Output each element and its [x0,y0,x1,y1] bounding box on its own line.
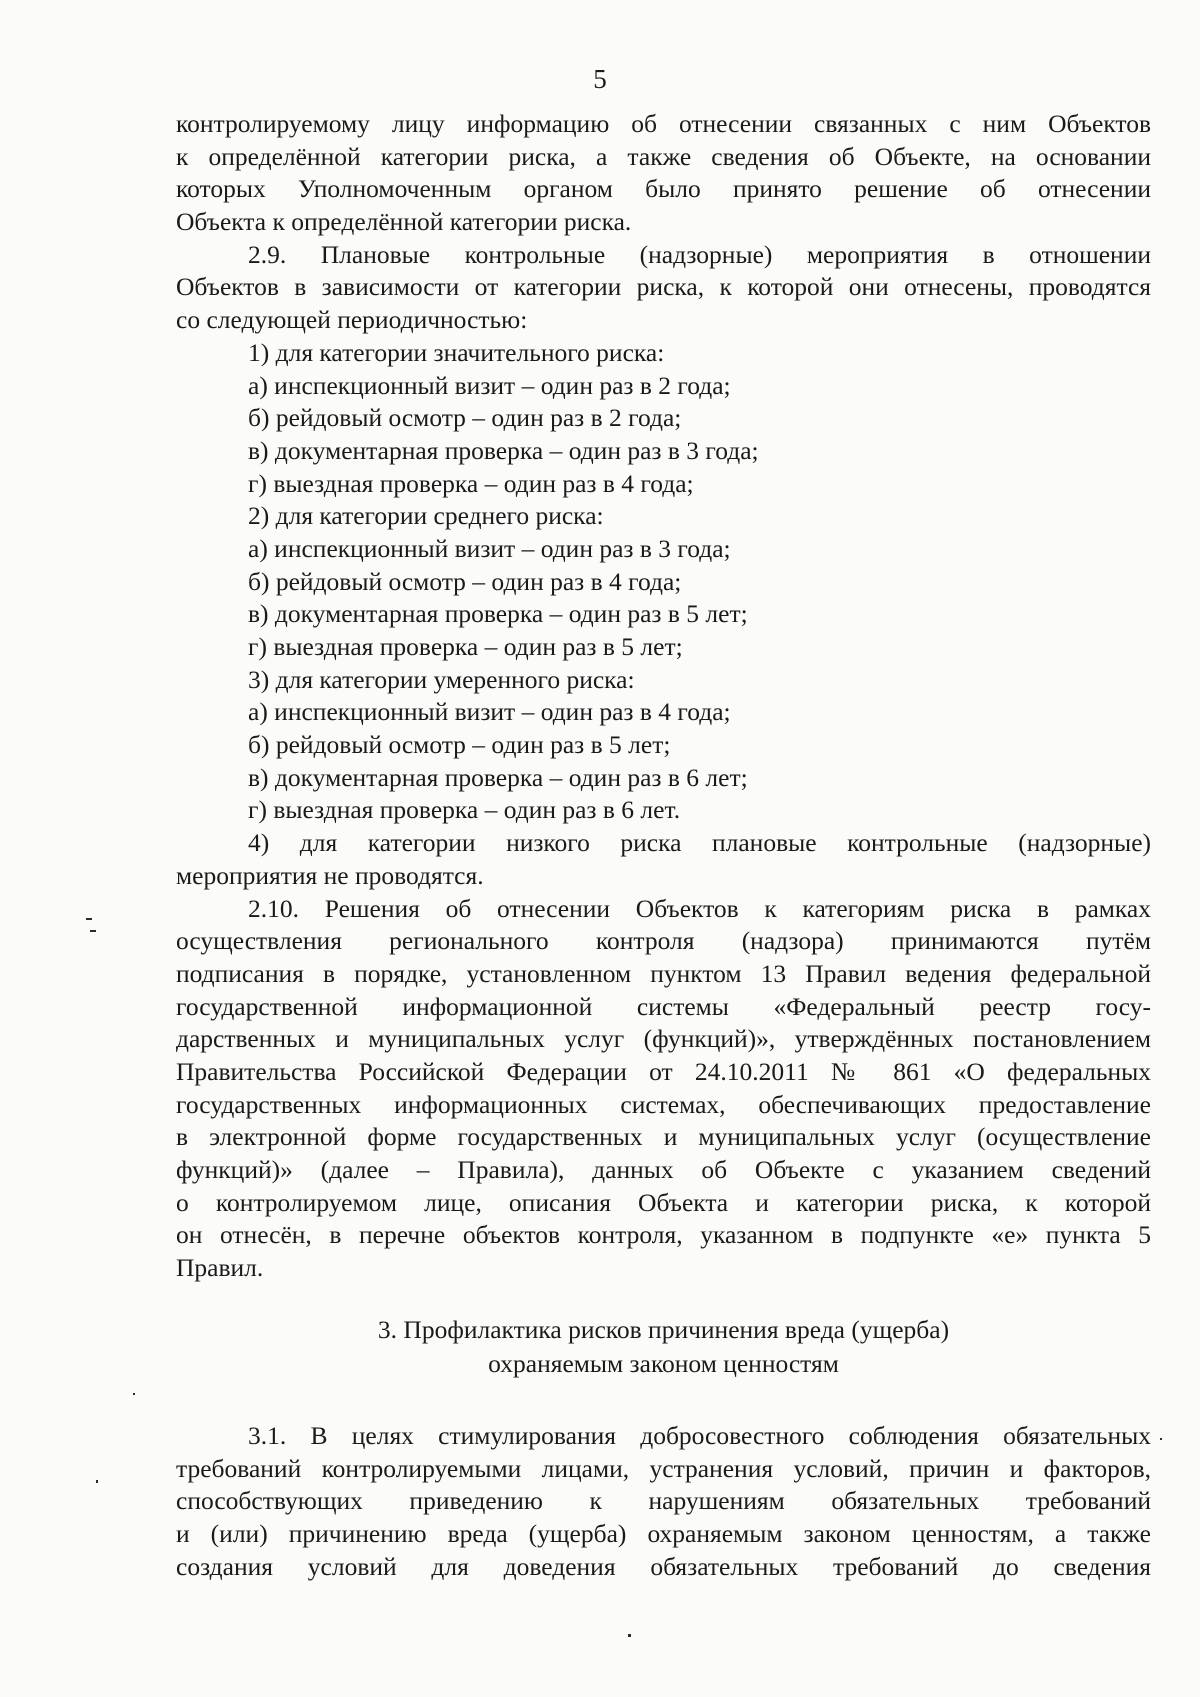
section-3-text [176,1420,1151,1583]
text-line: осуществления регионального контроля (надзора) принимаются путём [176,926,1151,956]
text-line: контролируемому лицу информацию об отнесении связанных с ним Объектов [176,109,1151,138]
list-item: в) документарная проверка – один раз в 6 лет; [248,762,748,792]
text-line: требований контролируемыми лицами, устранения условий, причин и факторов, [176,1453,1151,1483]
text-line: государственной информационной системы «Федеральный реестр госу- [176,991,1151,1021]
text-line: государственных информационных системах, обеспечивающих предоставление [176,1089,1151,1119]
paragraph-2-10-start: 2.10. Решения об отнесении Объектов к категориям риска в рамках [248,893,1151,923]
text-line: подписания в порядке, установленном пунктом 13 Правил ведения федеральной [176,958,1151,988]
list-item: а) инспекционный визит – один раз в 2 года; [248,370,731,400]
text-line: дарственных и муниципальных услуг (функций)», утверждённых постановлением [176,1024,1151,1054]
section-heading [176,1313,1151,1381]
list-item: в) документарная проверка – один раз в 5 лет; [248,599,748,629]
list-item: 1) для категории значительного риска: [248,337,665,367]
text-line: Правительства Российской Федерации от 24.10.2011 № 861 «О федеральных [176,1056,1151,1086]
scan-speck [90,930,96,932]
paragraph-3-1-start: 3.1. В целях стимулирования добросовестного соблюдения обязательных [248,1421,1151,1450]
list-item: б) рейдовый осмотр – один раз в 2 года; [248,403,682,433]
section-heading-line: 3. Профилактика рисков причинения вреда (ущерба) [377,1315,950,1344]
text-line: и (или) причинению вреда (ущерба) охраняемым законом ценностям, а также [176,1519,1151,1549]
text-line: которых Уполномоченным органом было принято решение об отнесении [176,174,1151,204]
text-line: в электронной форме государственных и муниципальных услуг (осуществление [176,1122,1151,1152]
text-line: создания условий для доведения обязательных требований до сведения [176,1551,1151,1581]
scan-speck [628,1634,631,1637]
list-item: г) выездная проверка – один раз в 4 года; [248,468,694,498]
scan-speck [1160,1438,1162,1440]
text-line: он отнесён, в перечне объектов контроля, указанном в подпункте «е» пункта 5 [176,1220,1151,1250]
text-line: мероприятия не проводятся. [176,860,484,890]
list-item: г) выездная проверка – один раз в 6 лет. [248,795,681,825]
body-text [176,108,1151,1285]
list-item: 3) для категории умеренного риска: [248,664,635,694]
text-line: способствующих приведению к нарушениям обязательных требований [176,1486,1151,1516]
text-line: функций)» (далее – Правила), данных об Объекте с указанием сведений [176,1155,1151,1184]
text-line: Правил. [176,1253,264,1283]
list-item: 4) для категории низкого риска плановые контрольные (надзорные) [248,828,1151,858]
text-line: о контролируемом лице, описания Объекта и категории риска, к которой [176,1187,1151,1217]
list-item: 2) для категории среднего риска: [248,501,604,531]
text-line: Объекта к определённой категории риска. [176,207,632,237]
text-line: со следующей периодичностью: [176,305,528,335]
text-line: к определённой категории риска, а также сведения об Объекте, на основании [176,141,1151,171]
page-number: 5 [593,64,607,94]
list-item: б) рейдовый осмотр – один раз в 4 года; [248,566,682,596]
list-item: г) выездная проверка – один раз в 5 лет; [248,632,683,661]
section-heading-line: охраняемым законом ценностям [488,1349,839,1378]
scan-speck [96,1480,98,1483]
list-item: а) инспекционный визит – один раз в 4 года; [248,697,731,727]
scan-speck [86,918,92,920]
list-item: б) рейдовый осмотр – один раз в 5 лет; [248,730,671,760]
list-item: а) инспекционный визит – один раз в 3 года; [248,533,731,563]
paragraph-2-9-start: 2.9. Плановые контрольные (надзорные) мероприятия в отношении [248,239,1151,269]
text-line: Объектов в зависимости от категории риска, к которой они отнесены, проводятся [176,272,1151,302]
scan-speck [133,1393,135,1395]
list-item: в) документарная проверка – один раз в 3 года; [248,435,759,465]
